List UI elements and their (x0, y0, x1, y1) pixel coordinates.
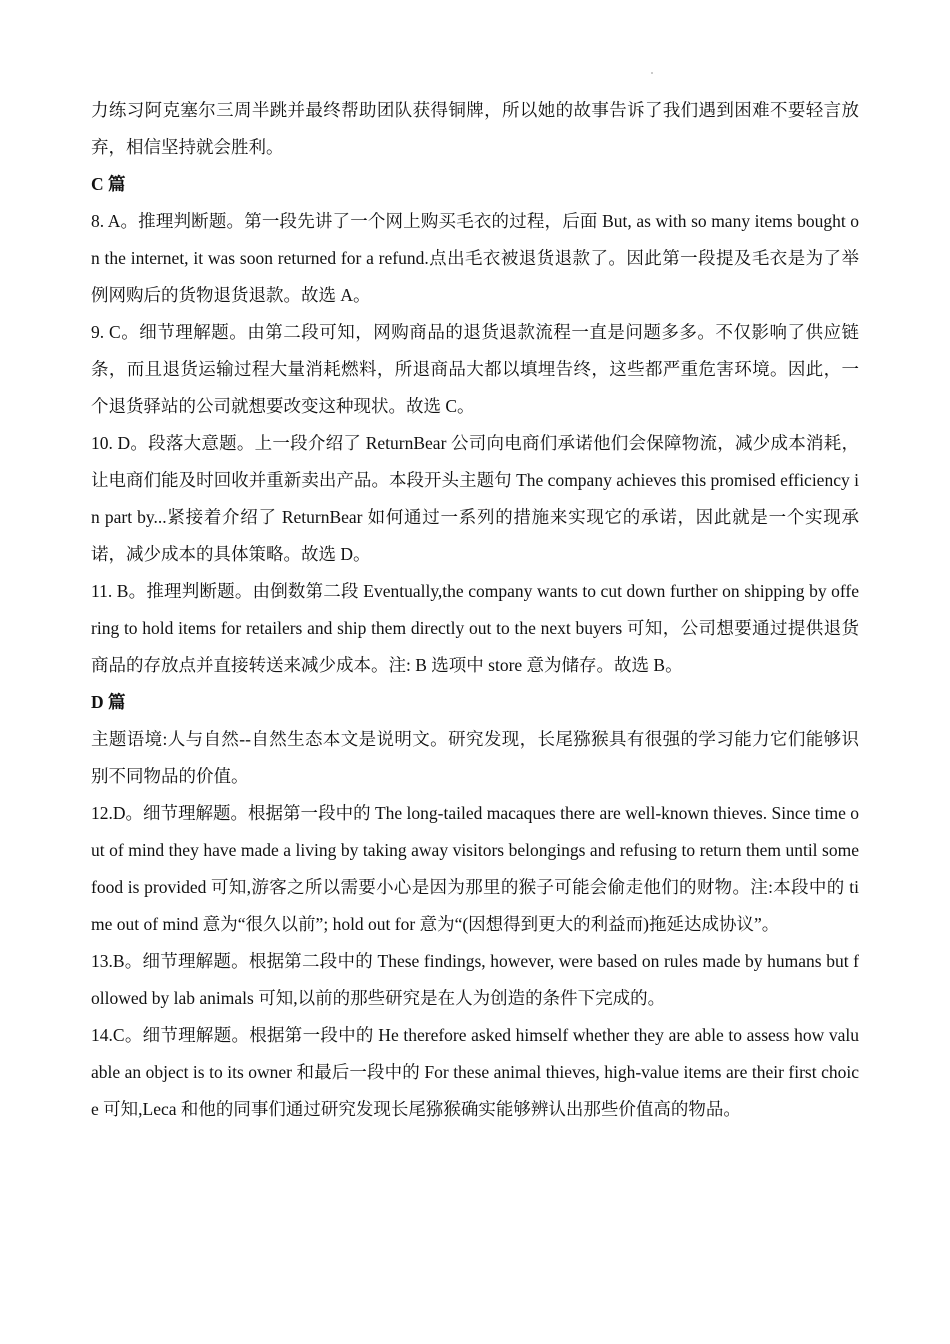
paragraph-continuation: 力练习阿克塞尔三周半跳并最终帮助团队获得铜牌，所以她的故事告诉了我们遇到困难不要轻言放弃，相信坚持就会胜利。 (91, 100, 859, 157)
answer-13: 13.B。细节理解题。根据第二段中的 These findings, however, were based on rules made by humans but followed by lab animals 可知,以前的那些研究是在人为创造的条件下完成的。 (91, 951, 859, 1008)
section-heading-d: D 篇 (91, 692, 126, 712)
answer-14: 14.C。细节理解题。根据第一段中的 He therefore asked himself whether they are able to assess how valuable an object is to its owner 和最后一段中的 For these animal thieves, high-value items are their first choice 可知,Leca 和他的同事们通过研究发现长尾猕猴确实能够辨认出那些价值高的物品。 (91, 1025, 859, 1119)
document-body (91, 92, 859, 1128)
theme-context: 主题语境:人与自然--自然生态本文是说明文。研究发现，长尾猕猴具有很强的学习能力它们能够识别不同物品的价值。 (91, 729, 859, 786)
answer-12: 12.D。细节理解题。根据第一段中的 The long-tailed macaques there are well-known thieves. Since time out of mind they have made a living by taking away visitors belongings and refusing to return them until some food is provided 可知,游客之所以需要小心是因为那里的猴子可能会偷走他们的财物。注:本段中的 time out of mind 意为“很久以前”; hold out for 意为“(因想得到更大的利益而)拖延达成协议”。 (91, 803, 859, 934)
answer-10: 10. D。段落大意题。上一段介绍了 ReturnBear 公司向电商们承诺他们会保障物流，减少成本消耗，让电商们能及时回收并重新卖出产品。本段开头主题句 The company achieves this promised efficiency in part by...紧接着介绍了 ReturnBear 如何通过一系列的措施来实现它的承诺，因此就是一个实现承诺，减少成本的具体策略。故选 D。 (91, 433, 859, 564)
section-heading-c: C 篇 (91, 174, 126, 194)
page-mark (651, 72, 653, 74)
answer-11: 11. B。推理判断题。由倒数第二段 Eventually,the company wants to cut down further on shipping by offering to hold items for retailers and ship them directly out to the next buyers 可知，公司想要通过提供退货商品的存放点并直接转送来减少成本。注: B 选项中 store 意为储存。故选 B。 (91, 581, 859, 675)
answer-8: 8. A。推理判断题。第一段先讲了一个网上购买毛衣的过程，后面 But, as with so many items bought on the internet, it was soon returned for a refund.点出毛衣被退货退款了。因此第一段提及毛衣是为了举例网购后的货物退货退款。故选 A。 (91, 211, 859, 305)
answer-9: 9. C。细节理解题。由第二段可知，网购商品的退货退款流程一直是问题多多。不仅影响了供应链条，而且退货运输过程大量消耗燃料，所退商品大都以填埋告终，这些都严重危害环境。因此，一个退货驿站的公司就想要改变这种现状。故选 C。 (91, 322, 859, 416)
